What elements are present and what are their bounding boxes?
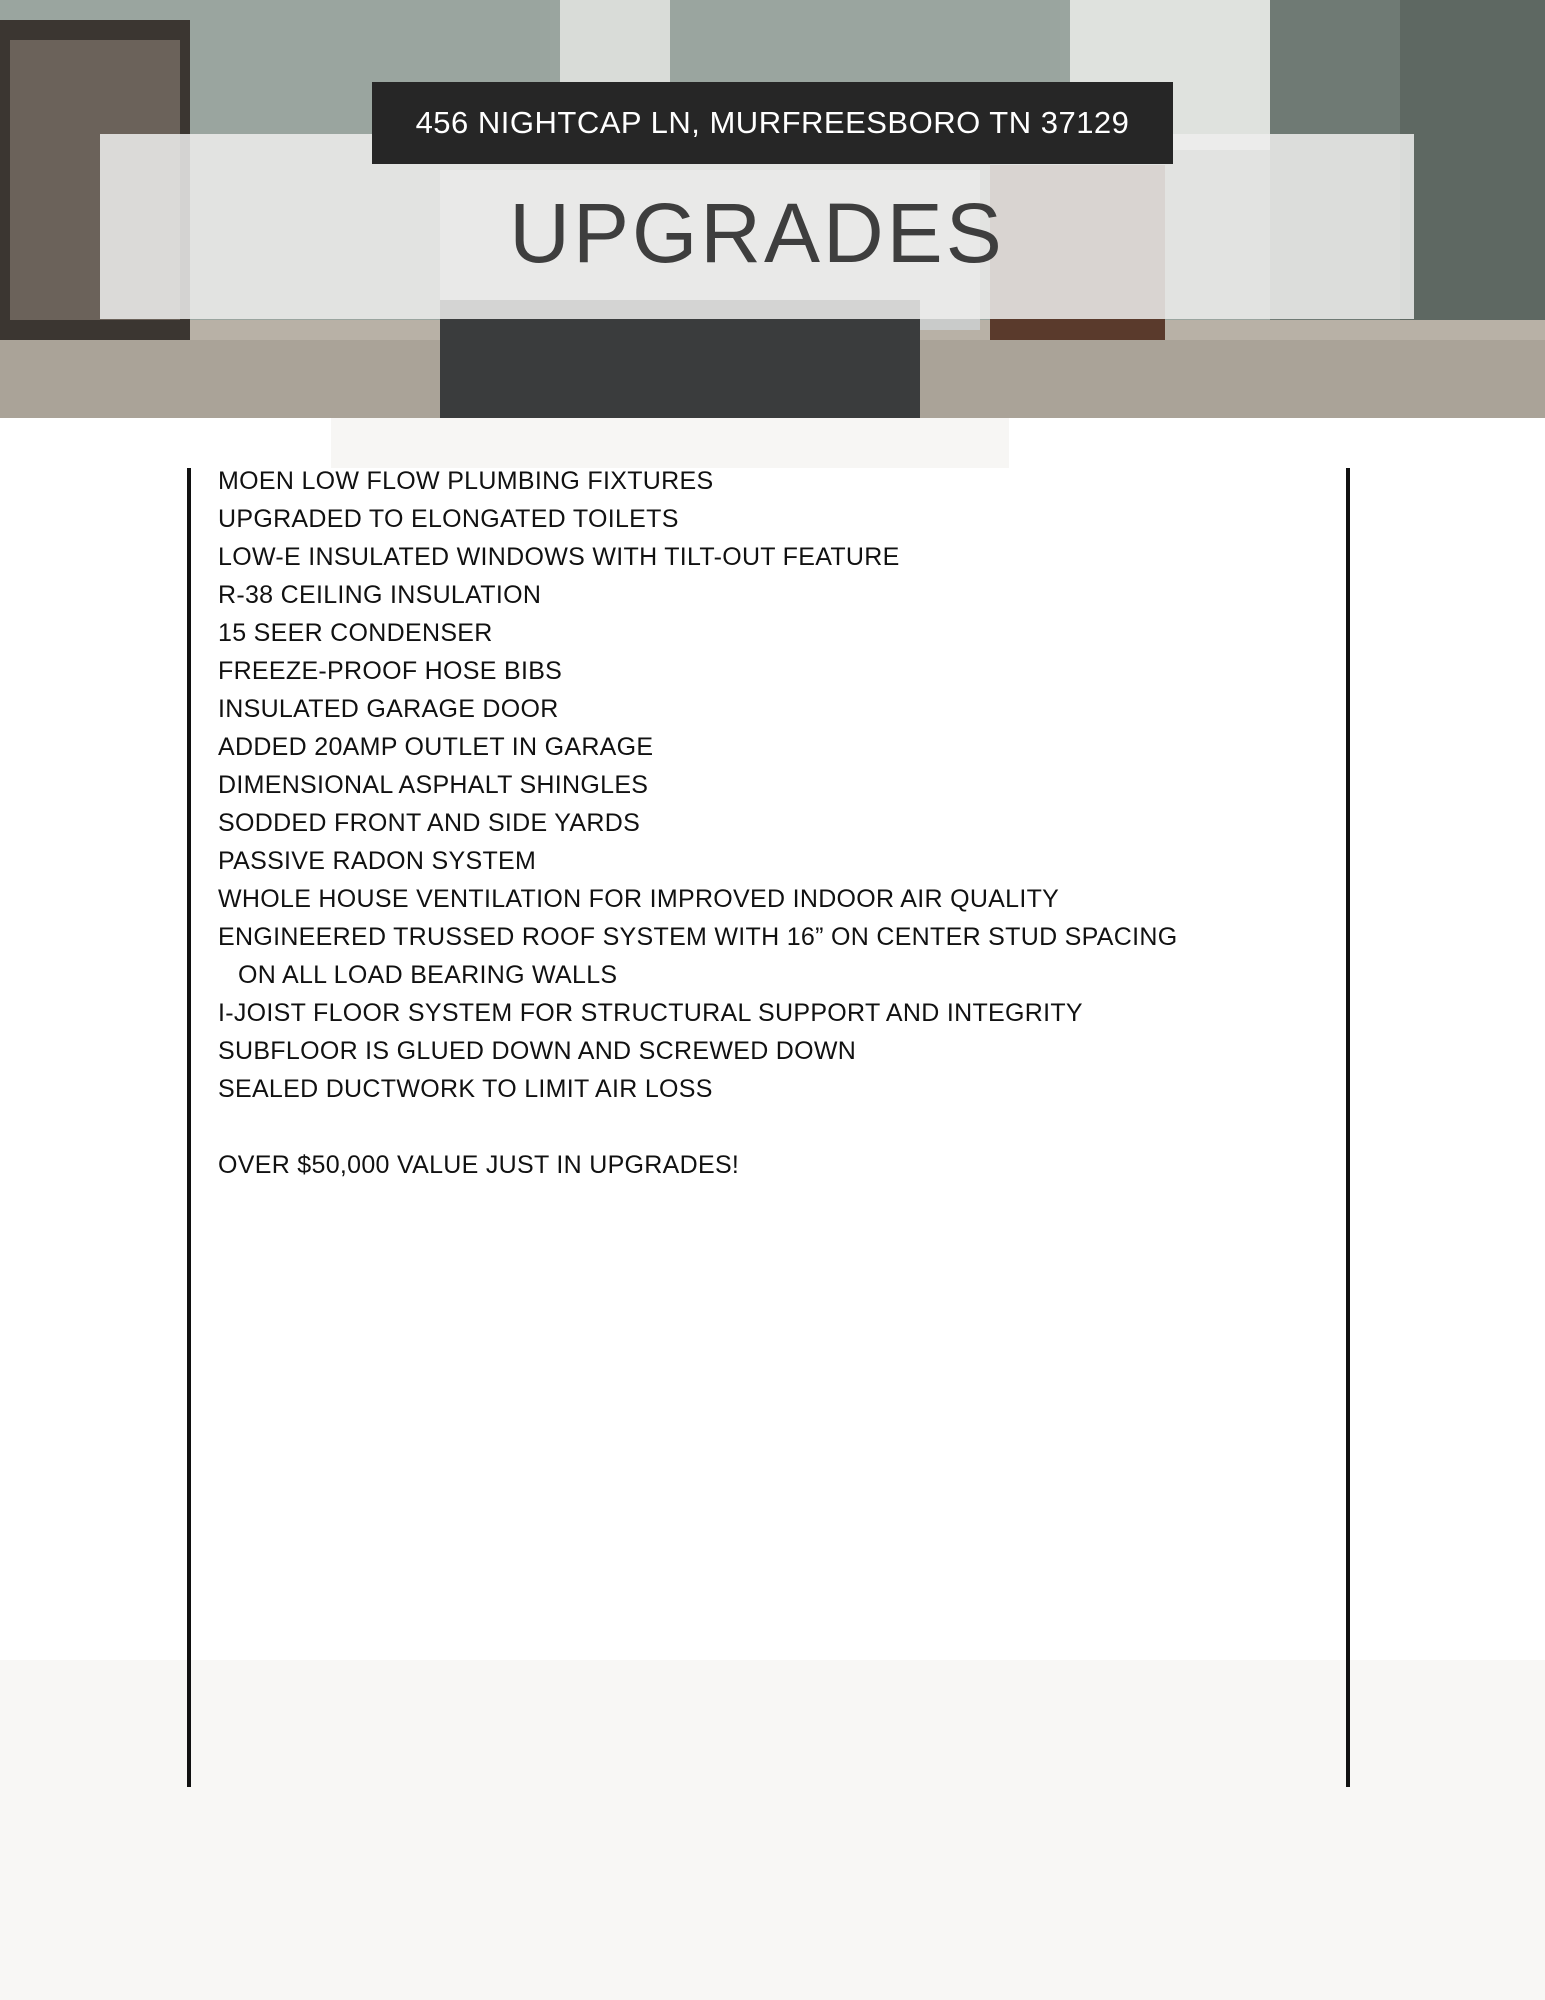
decorative-tab	[331, 418, 1009, 468]
upgrade-item: ENGINEERED TRUSSED ROOF SYSTEM WITH 16” ON CENTER STUD SPACING	[218, 923, 1178, 951]
hero-bedroom-photo	[0, 0, 1545, 418]
upgrades-value-summary: OVER $50,000 VALUE JUST IN UPGRADES!	[218, 1151, 740, 1179]
upgrade-item: SODDED FRONT AND SIDE YARDS	[218, 809, 641, 837]
address-banner	[372, 82, 1173, 164]
upgrade-item: SUBFLOOR IS GLUED DOWN AND SCREWED DOWN	[218, 1037, 857, 1065]
upgrade-item: UPGRADED TO ELONGATED TOILETS	[218, 505, 679, 533]
upgrade-item: 15 SEER CONDENSER	[218, 619, 493, 647]
upgrade-item: WHOLE HOUSE VENTILATION FOR IMPROVED INDOOR AIR QUALITY	[218, 885, 1060, 913]
bottom-band	[0, 1660, 1545, 2000]
page-title: UPGRADES	[509, 186, 1005, 280]
upgrade-item: R-38 CEILING INSULATION	[218, 581, 542, 609]
upgrade-item: DIMENSIONAL ASPHALT SHINGLES	[218, 771, 649, 799]
upgrades-content	[218, 462, 1318, 1184]
upgrades-list	[218, 462, 1318, 1108]
property-address: 456 NIGHTCAP LN, MURFREESBORO TN 37129	[415, 105, 1130, 140]
upgrade-item: SEALED DUCTWORK TO LIMIT AIR LOSS	[218, 1075, 713, 1103]
right-border-rule	[1346, 468, 1350, 1787]
upgrade-item: I-JOIST FLOOR SYSTEM FOR STRUCTURAL SUPPORT AND INTEGRITY	[218, 999, 1083, 1027]
upgrade-item: LOW-E INSULATED WINDOWS WITH TILT-OUT FEATURE	[218, 543, 900, 571]
upgrade-item: MOEN LOW FLOW PLUMBING FIXTURES	[218, 467, 714, 495]
upgrade-item: ADDED 20AMP OUTLET IN GARAGE	[218, 733, 654, 761]
upgrade-item-continuation: ON ALL LOAD BEARING WALLS	[238, 961, 618, 989]
left-border-rule	[187, 468, 191, 1787]
upgrade-item: PASSIVE RADON SYSTEM	[218, 847, 537, 875]
upgrade-item: INSULATED GARAGE DOOR	[218, 695, 559, 723]
upgrade-item: FREEZE-PROOF HOSE BIBS	[218, 657, 563, 685]
